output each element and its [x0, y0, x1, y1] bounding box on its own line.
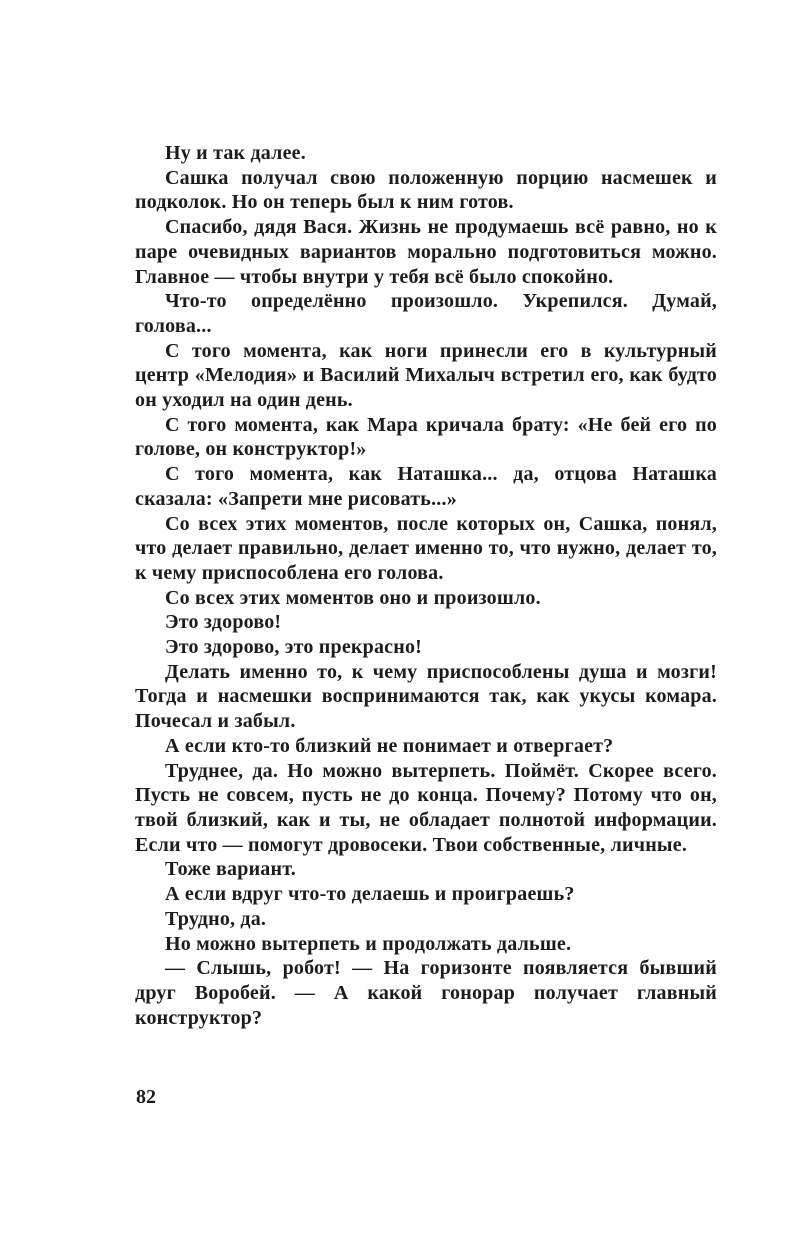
paragraph: А если вдруг что-то делаешь и проиграешь?: [165, 883, 575, 906]
paragraph: — Слышь, робот! — На горизонте появляется бывший друг Воробей. — А какой гонорар получает главный конструктор?: [135, 957, 717, 1029]
paragraph: Трудно, да.: [165, 907, 267, 930]
paragraph: Ну и так далее.: [165, 142, 306, 164]
page-number: 82: [136, 1086, 156, 1108]
paragraph: С того момента, как Наташка... да, отцова Наташка сказала: «Запрети мне рисовать...»: [135, 463, 717, 510]
paragraph: Это здорово, это прекрасно!: [165, 636, 423, 659]
paragraph: Труднее, да. Но можно вытерпеть. Поймёт. Скорее всего. Пусть не совсем, пусть не до конца. Почему? Потому что он, твой близкий, как и ты, не обладает полнотой информации. Если что — помогут дровосеки. Твои собственные, личные.: [135, 759, 717, 856]
paragraph: Делать именно то, к чему приспособлены душа и мозги! Тогда и насмешки воспринимаются так, как укусы комара. Почесал и забыл.: [135, 660, 717, 733]
paragraph: Со всех этих моментов оно и произошло.: [165, 586, 541, 609]
paragraph: Тоже вариант.: [165, 858, 296, 881]
paragraph: Сашка получал свою положенную порцию насмешек и подколок. Но он теперь был к ним готов.: [135, 166, 717, 214]
paragraph: Это здорово!: [165, 611, 282, 634]
paragraph: А если кто-то близкий не понимает и отвергает?: [165, 734, 614, 757]
paragraph: Что-то определённо произошло. Укрепился. Думай, голова...: [135, 290, 717, 337]
paragraph: Спасибо, дядя Вася. Жизнь не продумаешь всё равно, но к паре очевидных вариантов морально подготовиться можно. Главное — чтобы внутри у тебя всё было спокойно.: [135, 216, 717, 288]
paragraph: Со всех этих моментов, после которых он, Сашка, понял, что делает правильно, делает именно то, что нужно, делает то, к чему приспособлена его голова.: [135, 512, 717, 584]
paragraph: С того момента, как Мара кричала брату: «Не бей его по голове, он конструктор!»: [135, 413, 717, 461]
text-block: [135, 141, 717, 1030]
paragraph: Но можно вытерпеть и продолжать дальше.: [165, 932, 572, 955]
paragraph: С того момента, как ноги принесли его в культурный центр «Мелодия» и Василий Михалыч встретил его, как будто он уходил на один день.: [135, 339, 717, 412]
